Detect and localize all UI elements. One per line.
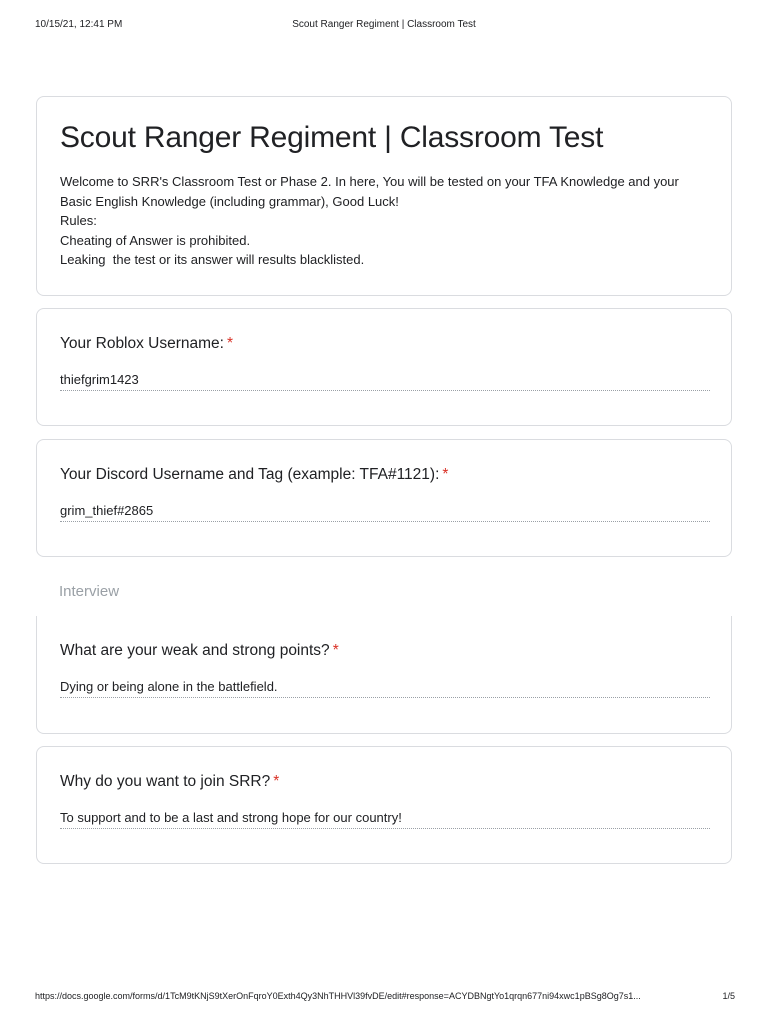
form-description-line: Welcome to SRR's Classroom Test or Phase 2. In here, You will be tested on your TFA Knowledge and your — [60, 174, 679, 189]
question-card-why-join — [36, 746, 732, 864]
question-text: Your Roblox Username: — [60, 335, 224, 352]
question-label — [60, 773, 279, 791]
answer-roblox-username[interactable]: thiefgrim1423 — [60, 372, 710, 391]
question-label — [60, 466, 448, 484]
question-card-weak-strong-points — [36, 616, 732, 734]
answer-why-join[interactable]: To support and to be a last and strong hope for our country! — [60, 810, 710, 829]
question-card-discord-username — [36, 439, 732, 557]
print-url: https://docs.google.com/forms/d/1TcM9tKNjS9tXerOnFqroY0Exth4Qy3NhTHHVl39fvDE/edit#response=ACYDBNgtYo1qrqn677ni94xwc1pBSg8Og7s1... — [35, 991, 641, 1001]
answer-discord-username[interactable]: grim_thief#2865 — [60, 503, 710, 522]
required-asterisk: * — [332, 642, 339, 659]
print-footer — [0, 991, 768, 1007]
required-asterisk: * — [273, 773, 280, 790]
question-label — [60, 642, 339, 660]
form-description — [60, 172, 710, 270]
question-text: Why do you want to join SRR? — [60, 773, 271, 790]
print-page-number: 1/5 — [722, 991, 735, 1001]
required-asterisk: * — [442, 466, 449, 483]
form-header-card — [36, 96, 732, 296]
form-description-line: Basic English Knowledge (including grammar), Good Luck! — [60, 193, 399, 209]
form-description-line: Cheating of Answer is prohibited. — [60, 232, 251, 248]
question-text: Your Discord Username and Tag (example: TFA#1121): — [60, 466, 440, 483]
print-datetime: 10/15/21, 12:41 PM — [35, 19, 123, 30]
answer-weak-strong-points[interactable]: Dying or being alone in the battlefield. — [60, 679, 710, 698]
required-asterisk: * — [226, 335, 234, 352]
form-description-line: Leaking the test or its answer will results blacklisted. — [60, 252, 365, 267]
section-title-interview: Interview — [59, 583, 120, 600]
question-text: What are your weak and strong points? — [60, 642, 330, 659]
form-title: Scout Ranger Regiment | Classroom Test — [60, 121, 604, 154]
question-card-roblox-username — [36, 308, 732, 426]
question-label — [60, 335, 233, 353]
print-doc-title: Scout Ranger Regiment | Classroom Test — [292, 19, 476, 30]
print-header — [0, 0, 768, 40]
form-description-line: Rules: — [60, 213, 97, 228]
